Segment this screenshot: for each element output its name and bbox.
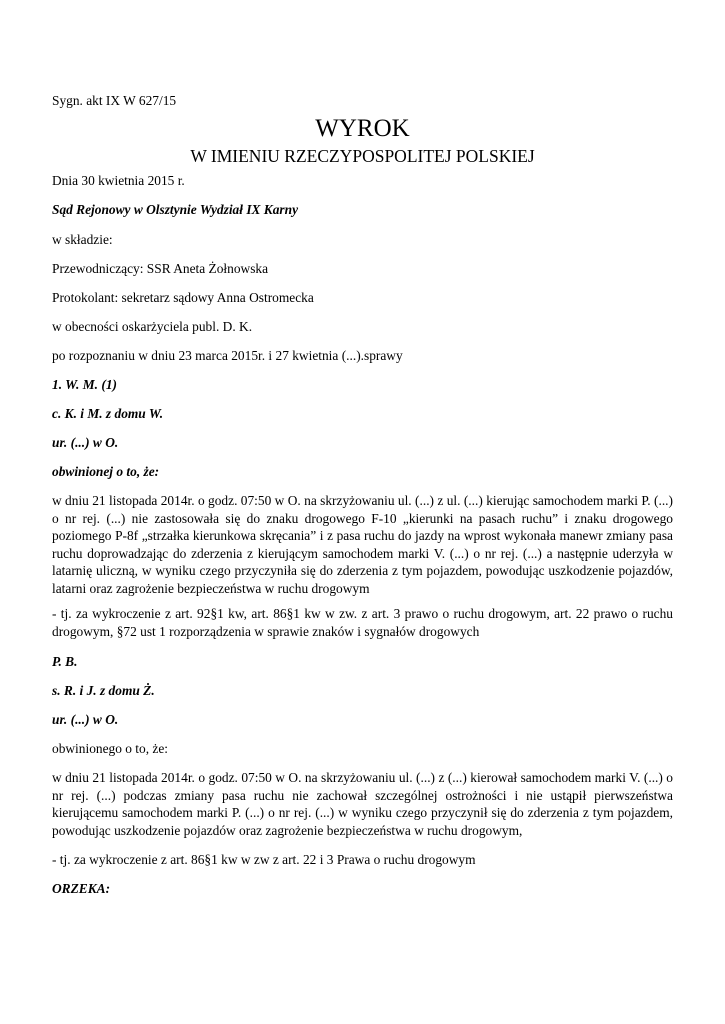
defendant1-parents: c. K. i M. z domu W. — [52, 406, 164, 421]
document-subtitle: W IMIENIU RZECZYPOSPOLITEJ POLSKIEJ — [190, 146, 535, 166]
defendant2-parents: s. R. i J. z domu Ż. — [52, 683, 155, 698]
defendant1-charge-label: obwinionej o to, że: — [52, 464, 160, 479]
defendant2-charge-text: w dniu 21 listopada 2014r. o godz. 07:50 w O. na skrzyżowaniu ul. (...) z (...) kierował samochodem marki V. (...) o nr rej. (...) podczas zmiany pasa ruchu nie zachował szczególnej ostrożności i nie ustąpił pierwszeństwa kierującemu samochodem marki P. (...) o nr rej. (...) w wyniku czego przyczynił się do zderzenia z tym pojazdem, powodując uszkodzenie pojazdów oraz zagrożenie bezpieczeństwa w ruchu drogowym, — [52, 770, 673, 838]
document-title: WYROK — [315, 115, 410, 142]
defendant1-born: ur. (...) w O. — [52, 435, 119, 450]
defendant1-name: 1. W. M. (1) — [52, 377, 117, 392]
defendant2-charge-label: obwinionego o to, że: — [52, 741, 169, 756]
court-name: Sąd Rejonowy w Olsztynie Wydział IX Karny — [52, 202, 299, 217]
date-line: Dnia 30 kwietnia 2015 r. — [52, 173, 185, 188]
court-clerk: Protokolant: sekretarz sądowy Anna Ostromecka — [52, 290, 314, 305]
document-page — [52, 0, 673, 1024]
case-number: Sygn. akt IX W 627/15 — [52, 93, 177, 108]
verdict-label: ORZEKA: — [52, 881, 111, 896]
presiding-judge: Przewodniczący: SSR Aneta Żołnowska — [52, 261, 269, 276]
prosecutor: w obecności oskarżyciela publ. D. K. — [52, 319, 253, 334]
defendant2-born: ur. (...) w O. — [52, 712, 119, 727]
defendant1-charge-text: w dniu 21 listopada 2014r. o godz. 07:50 w O. na skrzyżowaniu ul. (...) z ul. (...) kierując samochodem marki P. (...) o nr rej. (...) nie zastosowała się do znaku drogowego F-10 „kierunki na pasach ruchu” i znaku drogowego poziomego P-8f „strzałka kierunkowa skręcania” i z pasa ruchu do jazdy na wprost wykonała manewr zmiany pasa ruchu doprowadzając do zderzenia z kierującym samochodem marki V. (...) o nr rej. (...) a następnie uderzyła w latarnię uliczną, w wyniku czego przyczyniła się do zderzenia z tym pojazdem, powodując uszkodzenie pojazdów, latarni oraz zagrożenie bezpieczeństwa w ruchu drogowym — [52, 493, 673, 596]
defendant2-name: P. B. — [52, 654, 78, 669]
defendant1-legal-basis: - tj. za wykroczenie z art. 92§1 kw, art. 86§1 kw w zw. z art. 3 prawo o ruchu drogowym, art. 22 prawo o ruchu drogowym, §72 ust 1 rozporządzenia w sprawie znaków i sygnałów drogowych — [52, 606, 673, 639]
composition-label: w składzie: — [52, 232, 113, 247]
defendant2-legal-basis: - tj. za wykroczenie z art. 86§1 kw w zw z art. 22 i 3 Prawa o ruchu drogowym — [52, 852, 476, 867]
hearing-info: po rozpoznaniu w dniu 23 marca 2015r. i 27 kwietnia (...).sprawy — [52, 348, 403, 363]
